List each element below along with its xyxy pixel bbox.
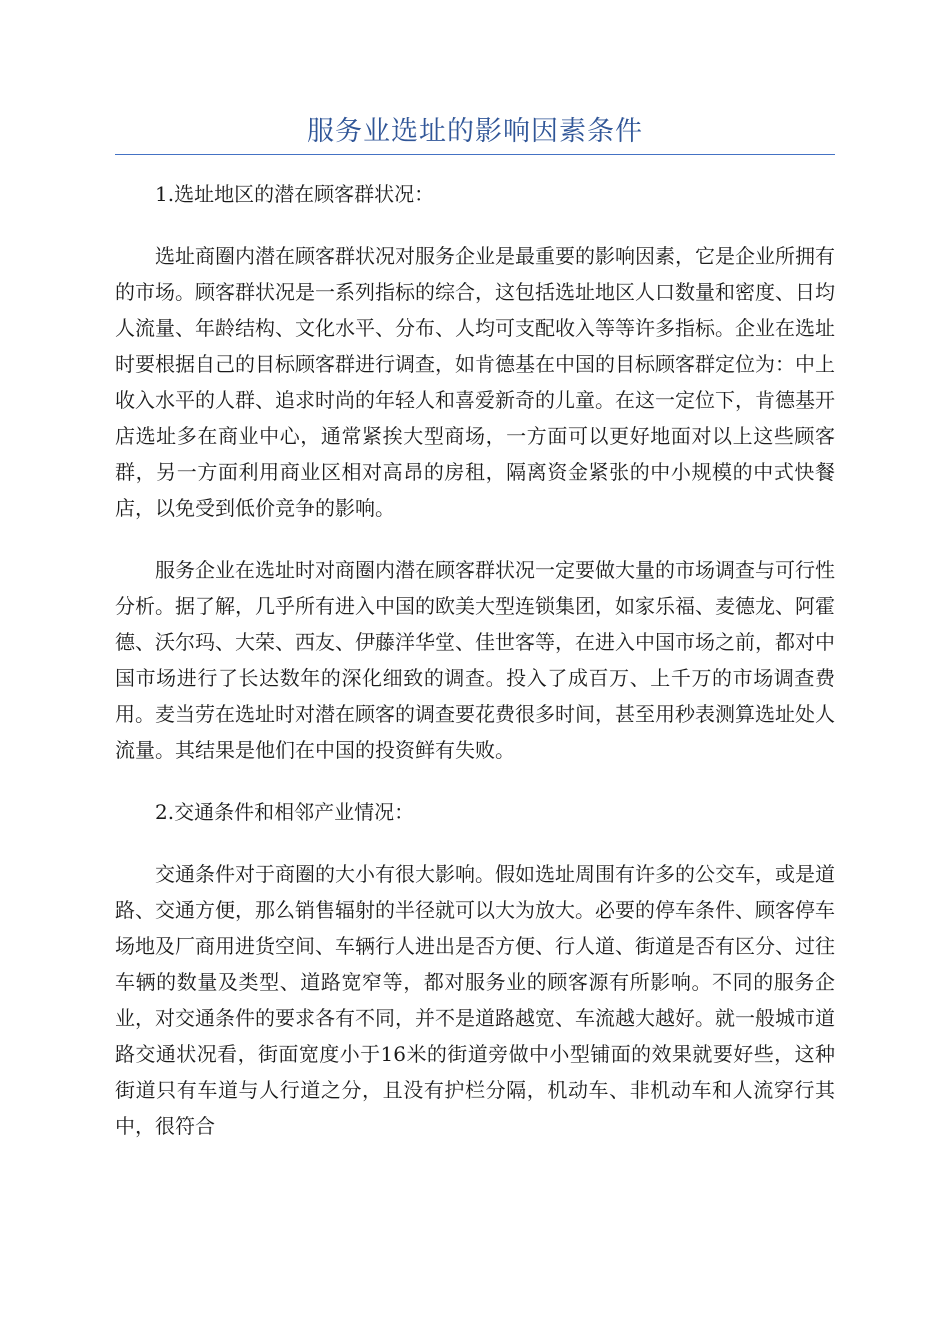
body-paragraph: 交通条件对于商圈的大小有很大影响。假如选址周围有许多的公交车，或是道路、交通方便，那么销售辐射的半径就可以大为放大。必要的停车条件、顾客停车场地及厂商用进货空间、车辆行人进出是否方便、行人道、街道是否有区分、过往车辆的数量及类型、道路宽窄等，都对服务业的顾客源有所影响。不同的服务企业，对交通条件的要求各有不同，并不是道路越宽、车流越大越好。就一般城市道路交通状况看，街面宽度小于16米的街道旁做中小型铺面的效果就要好些，这种街道只有车道与人行道之分，且没有护栏分隔，机动车、非机动车和人流穿行其中，很符合 — [115, 862, 835, 1138]
body-paragraph: 服务企业在选址时对商圈内潜在顾客群状况一定要做大量的市场调查与可行性分析。据了解，几乎所有进入中国的欧美大型连锁集团，如家乐福、麦德龙、阿霍德、沃尔玛、大荣、西友、伊藤洋华堂、佳世客等，在进入中国市场之前，都对中国市场进行了长达数年的深化细致的调查。投入了成百万、上千万的市场调查费用。麦当劳在选址时对潜在顾客的调查要花费很多时间，甚至用秒表测算选址处人流量。其结果是他们在中国的投资鲜有失败。 — [115, 558, 835, 762]
document-body — [115, 176, 835, 1170]
document-title: 服务业选址的影响因素条件 — [307, 116, 643, 147]
section-heading: 2.交通条件和相邻产业情况： — [155, 800, 415, 824]
title-underline — [115, 154, 835, 155]
body-paragraph: 选址商圈内潜在顾客群状况对服务企业是最重要的影响因素，它是企业所拥有的市场。顾客群状况是一系列指标的综合，这包括选址地区人口数量和密度、日均人流量、年龄结构、文化水平、分布、人均可支配收入等等许多指标。企业在选址时要根据自己的目标顾客群进行调查，如肯德基在中国的目标顾客群定位为：中上收入水平的人群、追求时尚的年轻人和喜爱新奇的儿童。在这一定位下，肯德基开店选址多在商业中心，通常紧挨大型商场，一方面可以更好地面对以上这些顾客群，另一方面利用商业区相对高昂的房租，隔离资金紧张的中小规模的中式快餐店，以免受到低价竞争的影响。 — [115, 244, 835, 520]
section-heading: 1.选址地区的潜在顾客群状况： — [155, 182, 435, 206]
